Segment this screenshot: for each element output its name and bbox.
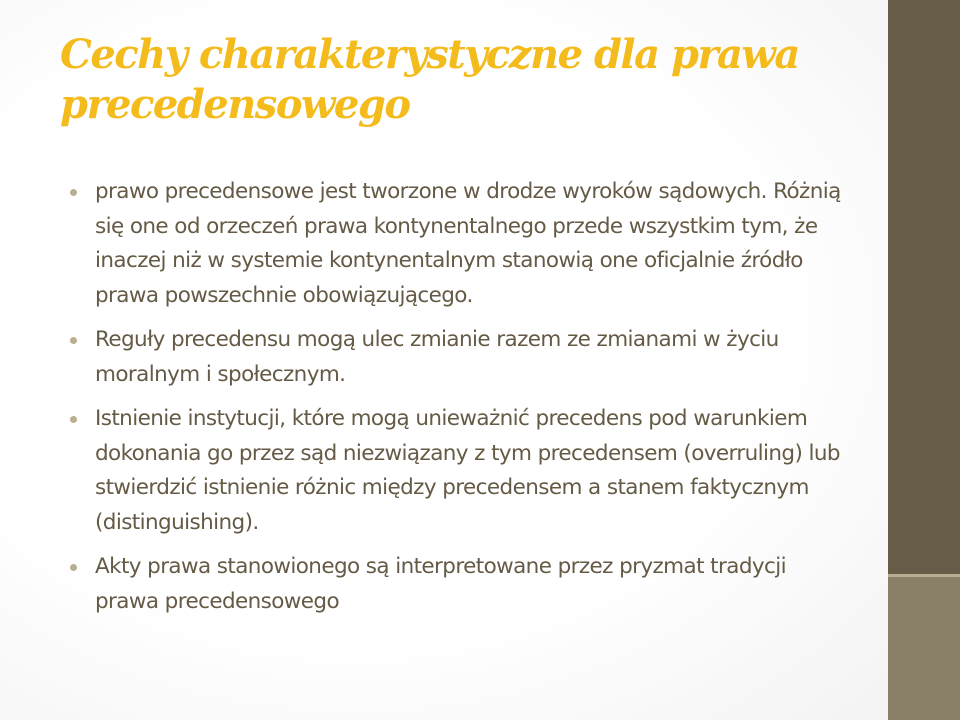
bullet-dot-icon	[70, 564, 77, 571]
bullet-text: prawo precedensowe jest tworzone w drodze wyroków sądowych. Różnią się one od orzeczeń prawa kontynentalnego przede wszystkim tym, że inaczej niż w systemie kontynentalnym stanowią one oficjalnie źródło prawa powszechnie obowiązującego.	[95, 179, 841, 308]
bullet-item	[68, 550, 848, 619]
bullet-item	[68, 323, 848, 392]
slide-title: Cechy charakterystyczne dla prawa precedensowego	[60, 31, 799, 128]
bullet-dot-icon	[70, 337, 77, 344]
bullet-text: Reguły precedensu mogą ulec zmianie razem ze zmianami w życiu moralnym i społecznym.	[95, 327, 779, 387]
side-band-divider	[888, 574, 960, 577]
bullet-dot-icon	[70, 189, 77, 196]
bullet-item	[68, 402, 848, 540]
bullet-text: Akty prawa stanowionego są interpretowane przez pryzmat tradycji prawa precedensowego	[95, 554, 786, 614]
bullet-text: Istnienie instytucji, które mogą unieważnić precedens pod warunkiem dokonania go przez sąd niezwiązany z tym precedensem (overruling) lub stwierdzić istnienie różnic między precedensem a stanem faktycznym (distinguishing).	[95, 406, 840, 535]
bullet-item	[68, 175, 848, 313]
bullet-dot-icon	[70, 416, 77, 423]
bullet-list	[68, 175, 848, 629]
side-band-decoration	[888, 0, 960, 720]
